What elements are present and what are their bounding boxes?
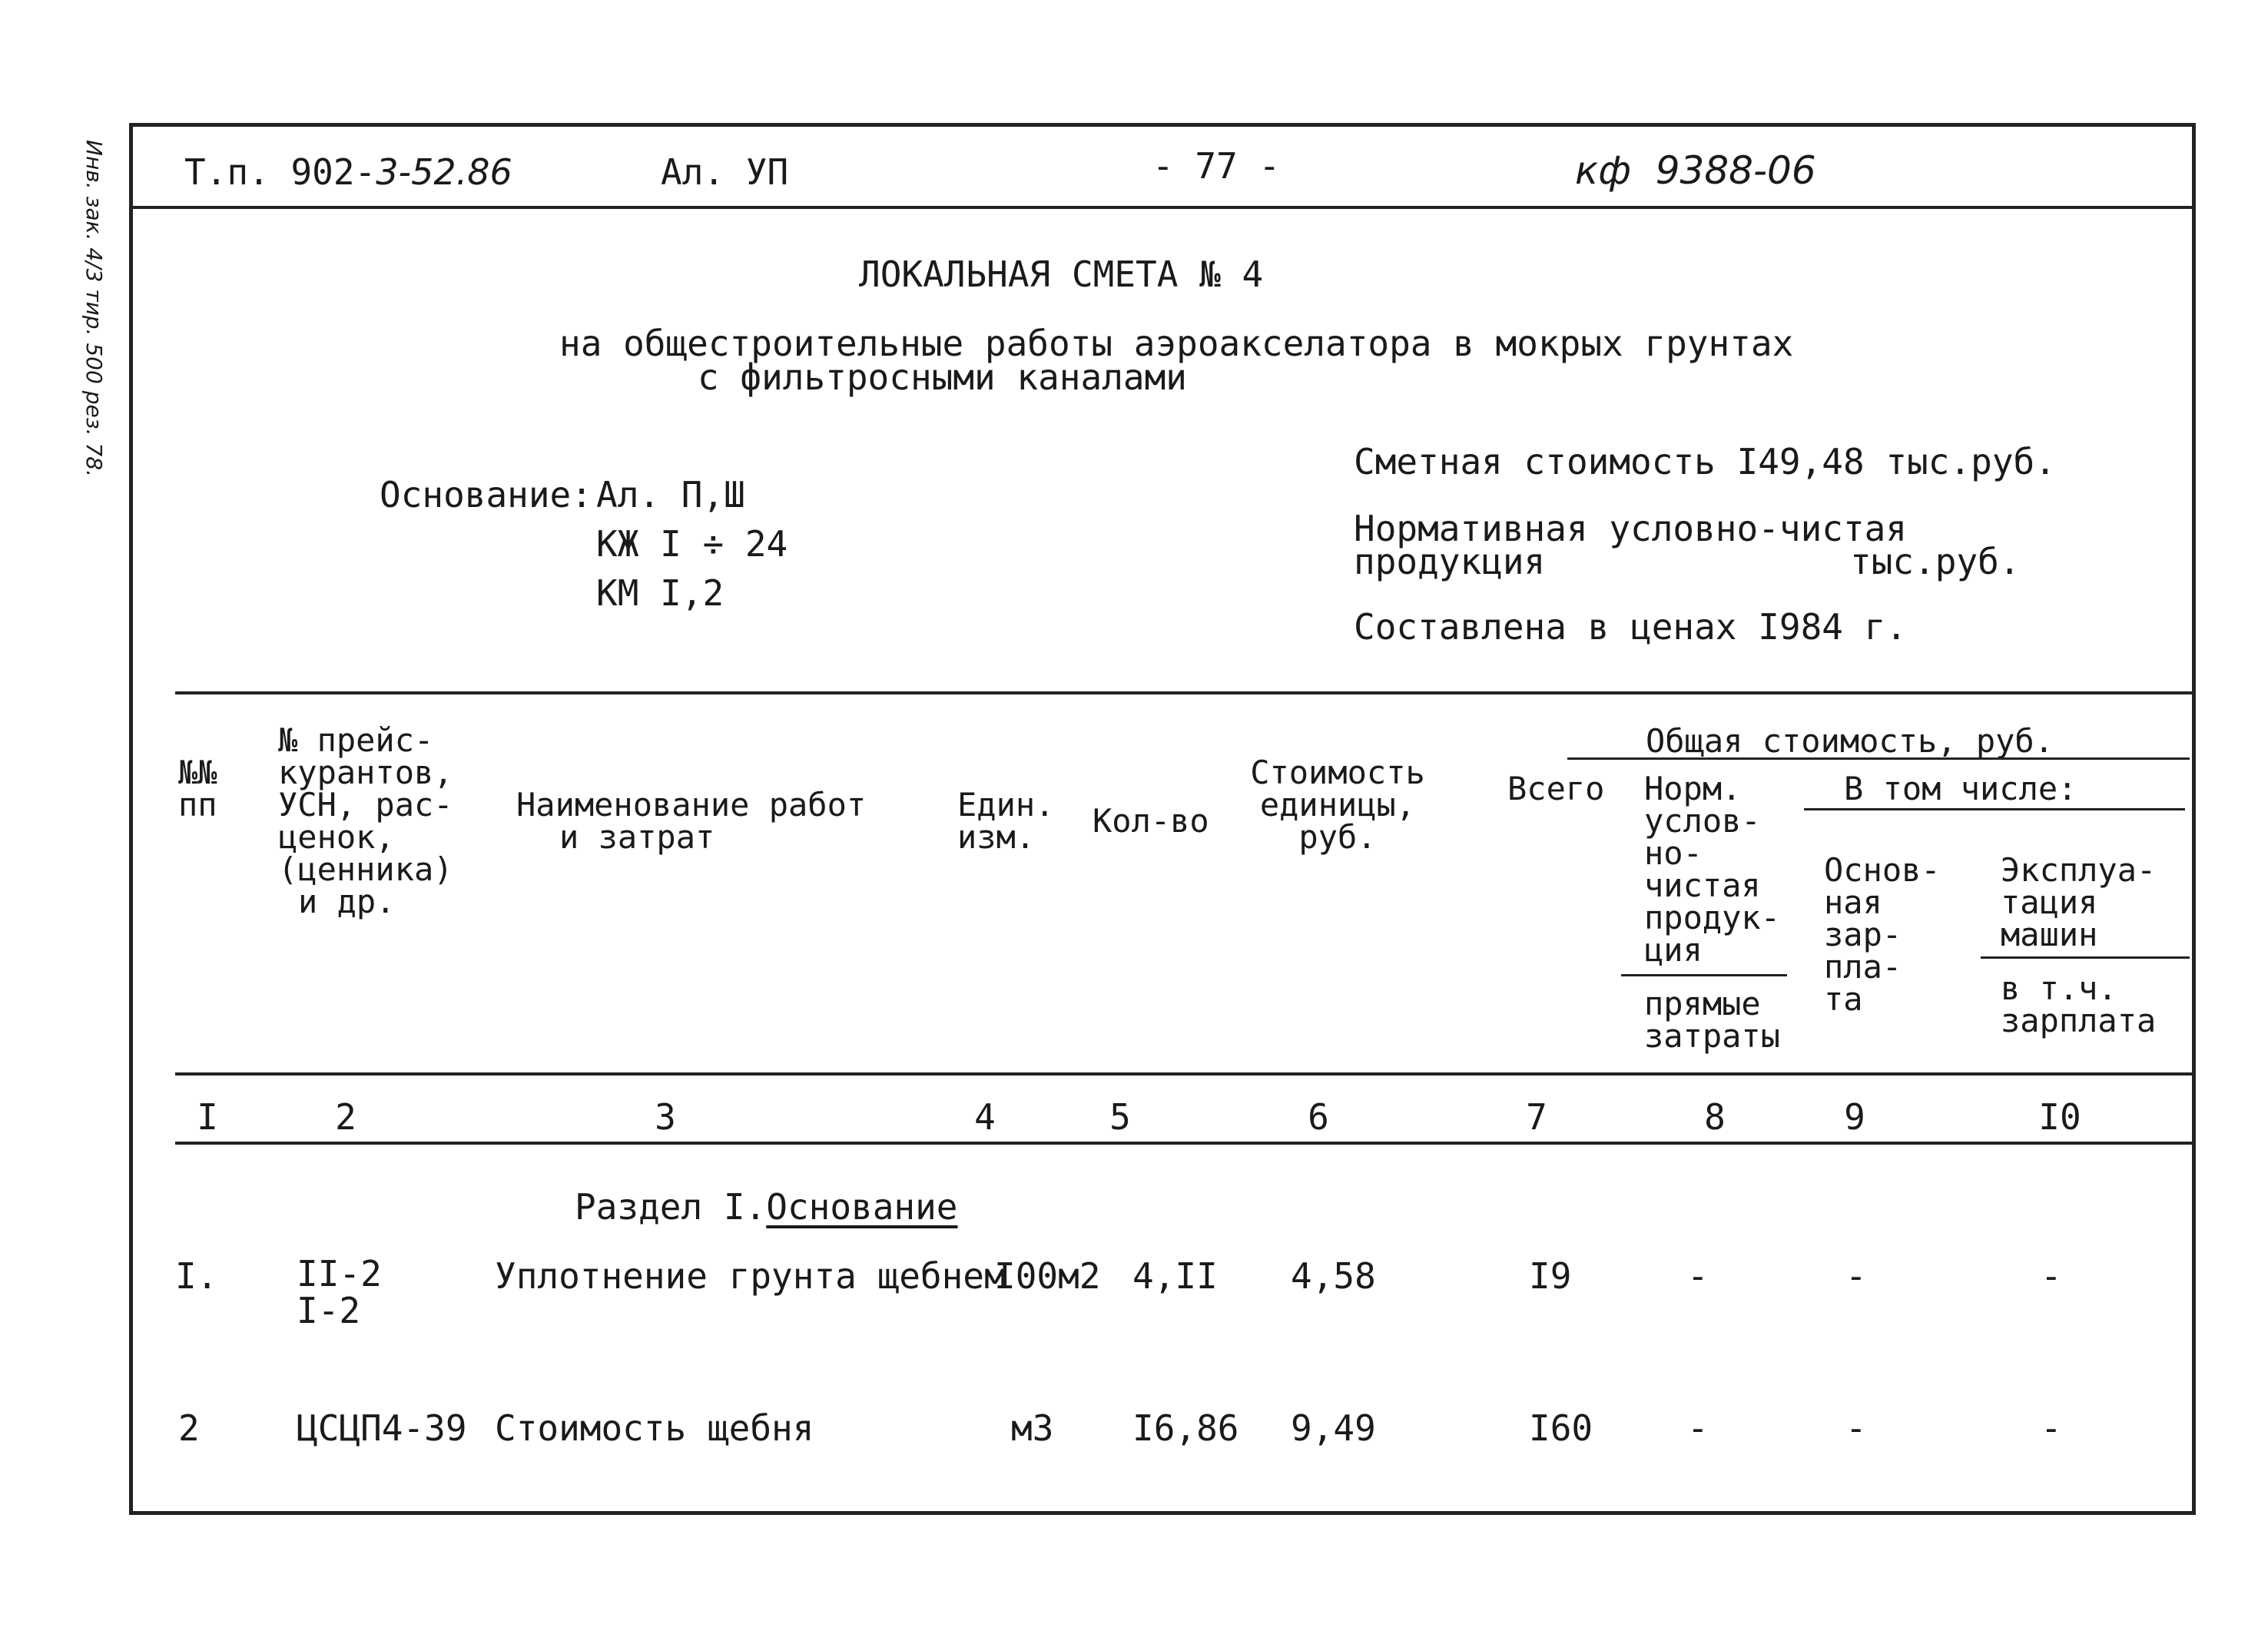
row-reference: ЦСЦП4-39 xyxy=(297,1407,467,1449)
column-number-rule xyxy=(175,1142,2193,1145)
row-number: 2 xyxy=(178,1407,200,1449)
header-divider xyxy=(131,206,2194,209)
column-number: 9 xyxy=(1844,1096,1865,1138)
project-number: Т.п. 902-3-52.86 xyxy=(184,151,512,193)
row-salary: - xyxy=(1845,1255,1867,1297)
column-number: 4 xyxy=(974,1096,996,1138)
column-number: I xyxy=(197,1096,218,1138)
column-number: 6 xyxy=(1308,1096,1329,1138)
col-unit-header: Един. изм. xyxy=(957,786,1055,856)
row-work-name: Уплотнение грунта щебнем xyxy=(495,1255,1006,1297)
column-number: 2 xyxy=(335,1096,356,1138)
col-machinery-header: Эксплуа- тация машин xyxy=(2001,851,2157,953)
column-number: 8 xyxy=(1704,1096,1726,1138)
estimate-heading: ЛОКАЛЬНАЯ СМЕТА № 4 xyxy=(859,254,1264,295)
row-machinery: - xyxy=(2041,1255,2062,1297)
table-top-rule xyxy=(175,691,2193,694)
album-label: Ал. УП xyxy=(661,151,789,193)
estimated-cost: Сметная стоимость I49,48 тыс.руб. xyxy=(1354,441,2056,482)
row-machinery: - xyxy=(2041,1407,2062,1449)
col-machinery-salary-header: в т.ч. зарплата xyxy=(2001,969,2157,1039)
subgroup-header: В том числе: xyxy=(1844,770,2077,807)
normative-split-rule xyxy=(1621,974,1787,976)
row-normative: - xyxy=(1687,1255,1709,1297)
col-salary-header: Основ- ная зар- пла- та xyxy=(1824,851,1941,1018)
row-normative: - xyxy=(1687,1407,1709,1449)
group-rule xyxy=(1567,757,2190,760)
row-quantity: 4,II xyxy=(1132,1255,1218,1297)
basis-item: КЖ I ÷ 24 xyxy=(596,523,788,565)
basis-label: Основание: xyxy=(380,474,592,515)
col-direct-costs-header: прямые затраты xyxy=(1644,985,1781,1055)
col-name-header: Наименование работ и затрат xyxy=(516,786,867,856)
row-salary: - xyxy=(1845,1407,1867,1449)
column-number: 3 xyxy=(655,1096,676,1138)
machinery-split-rule xyxy=(1981,956,2190,959)
section-heading: Раздел I.Основание xyxy=(575,1186,958,1228)
row-work-name: Стоимость щебня xyxy=(495,1407,814,1449)
row-total: I60 xyxy=(1529,1407,1593,1449)
column-number: 7 xyxy=(1526,1096,1547,1138)
row-unit: I00м2 xyxy=(994,1255,1101,1297)
estimate-subtitle-line1: на общестроительные работы аэроакселатора в мокрых грунтах xyxy=(559,323,1794,364)
normative-cost-line2: продукция xyxy=(1354,541,1546,582)
subgroup-rule xyxy=(1804,808,2185,810)
row-unit: м3 xyxy=(1011,1407,1054,1449)
normative-cost-unit: тыс.руб. xyxy=(1850,541,2021,582)
margin-note: Инв. зак. 4/3 тир. 500 рез. 78. xyxy=(81,140,107,477)
row-quantity: I6,86 xyxy=(1132,1407,1239,1449)
col-number-header: №№ пп xyxy=(178,754,217,824)
basis-item: КМ I,2 xyxy=(596,572,724,614)
column-number: 5 xyxy=(1109,1096,1131,1138)
total-cost-group-header: Общая стоимость, руб. xyxy=(1646,722,2054,760)
row-reference: II-2 I-2 xyxy=(297,1253,382,1331)
estimate-subtitle-line2: с фильтросными каналами xyxy=(698,356,1187,398)
row-unit-cost: 9,49 xyxy=(1291,1407,1376,1449)
col-qty-header: Кол-во xyxy=(1093,802,1209,840)
col-unit-cost-header: Стоимость единицы, руб. xyxy=(1250,754,1425,856)
page-number: - 77 - xyxy=(1152,145,1281,187)
table-header-rule xyxy=(175,1072,2193,1076)
col-normative-header: Норм. услов- но- чистая продук- ция xyxy=(1644,770,1781,969)
col-total-header: Всего xyxy=(1507,770,1605,807)
doc-code: кф 9388-06 xyxy=(1575,148,1816,193)
basis-item: Ал. П,Ш xyxy=(596,474,745,515)
column-number: I0 xyxy=(2038,1096,2081,1138)
row-unit-cost: 4,58 xyxy=(1291,1255,1376,1297)
row-total: I9 xyxy=(1529,1255,1572,1297)
row-number: I. xyxy=(175,1255,218,1297)
normative-cost-line1: Нормативная условно-чистая xyxy=(1354,508,1908,549)
prices-year: Составлена в ценах I984 г. xyxy=(1354,606,1908,648)
col-reference-header: № прейс- курантов, УСН, рас- ценок, (ценника) и др. xyxy=(278,721,453,920)
